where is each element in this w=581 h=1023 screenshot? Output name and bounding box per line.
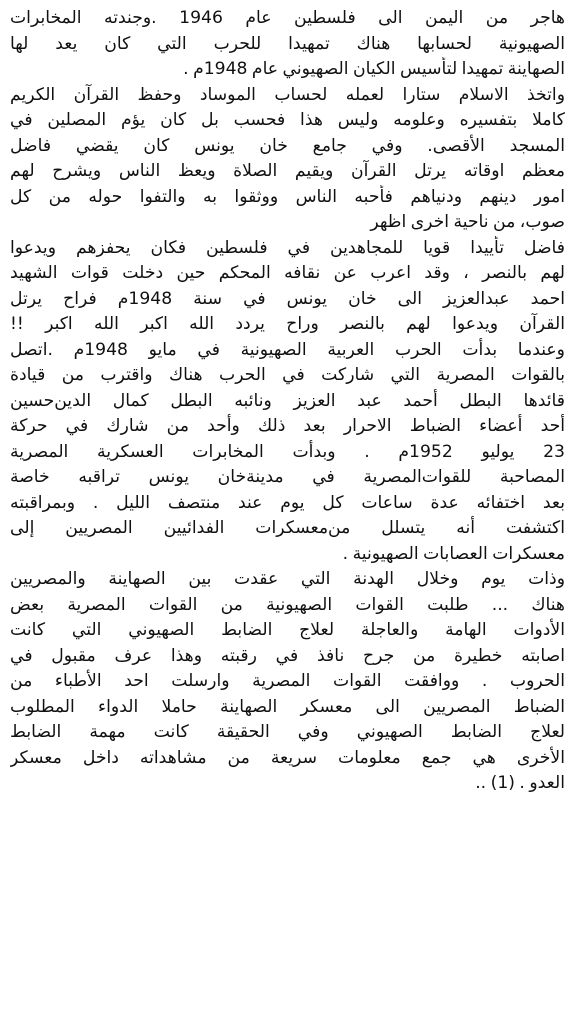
text-line: فاضل تأييدا قويا للمجاهدين في فلسطين فكان يحفزهم ويدعوا bbox=[10, 237, 565, 258]
text-line: وذات يوم وخلال الهدنة التي عقدت بين الصهاينة والمصريين bbox=[10, 569, 565, 589]
text-line: بالقوات المصرية التي شاركت في الحرب هناك واقترب من قيادة bbox=[10, 365, 565, 385]
text-line: كاملا بتفسيره وعلومه وليس هذا فحسب بل كان يؤم المصلين في bbox=[10, 110, 565, 130]
text-line: المصاحبة للقوات‌المصرية في مدينةخان يونس تراقبه خاصة bbox=[10, 467, 565, 487]
text-line: الصهيونية لحسابها هناك تمهيدا للحرب التي كان يعد لها bbox=[10, 33, 565, 54]
text-line: بعد اختفائه عدة ساعات كل يوم عند منتصف الليل . وبمراقبته bbox=[10, 492, 565, 513]
text-line: معظم اوقاته يرتل القرآن ويقيم الصلاة ويعظ الناس ويشرح لهم bbox=[10, 161, 565, 181]
text-line: العدو . (1) .. bbox=[475, 773, 565, 793]
text-line: اصابته خطيرة من جرح نافذ في رقبته وهذا عرف مقبول في bbox=[10, 645, 565, 666]
text-line: احمد عبدالعزيز الى خان يونس في سنة 1948م فراح يرتل bbox=[10, 288, 565, 309]
text-line: الأخرى هي جمع معلومات سريعة من مشاهداته داخل معسكر bbox=[10, 747, 565, 768]
text-line: معسكرات العصابات الصهيونية . bbox=[342, 543, 565, 564]
text-line: القرآن ويدعوا لهم بالنصر وراح يردد الله اكبر الله اكبر !! bbox=[10, 314, 565, 334]
text-line: لهم بالنصر ، وقد اعرب عن نقافه المحكم حين دخلت قوات الشهيد bbox=[10, 263, 565, 283]
text-line: أحد أعضاء الضباط الاحرار بعد ذلك وأحد من شارك في حركة bbox=[10, 416, 565, 436]
text-line: لعلاج الضابط الصهيوني وفي الحقيقة كانت مهمة الضابط bbox=[10, 722, 565, 742]
text-line: الأدوات الهامة والعاجلة لعلاج الضابط الصهيوني التي كانت bbox=[10, 620, 565, 640]
text-line: صوب، من ناحية اخرى اظهر bbox=[370, 212, 565, 232]
text-line: 23 يوليو 1952م . وبدأت المخابرات العسكرية المصرية bbox=[10, 441, 565, 462]
text-line: هاجر من اليمن الى فلسطين عام 1946 .وجندته المخابرات bbox=[10, 8, 565, 28]
text-line: الصهاينة تمهيدا لتأسيس الكيان الصهيوني عام 1948م . bbox=[183, 59, 565, 79]
text-line: هناك ... طلبت القوات الصهيونية من القوات المصرية بعض bbox=[10, 594, 565, 615]
text-line: وعندما بدأت الحرب العربية الصهيونية في مايو 1948م .اتصل bbox=[10, 339, 565, 360]
text-line: الحروب . ووافقت القوات المصرية وارسلت احد الأطباء من bbox=[10, 671, 565, 691]
text-line: واتخذ الاسلام ستارا لعمله لحساب الموساد وحفظ القرآن الكريم bbox=[10, 84, 565, 105]
text-line: قائدها البطل أحمد عبد العزيز ونائبه البطل كمال الدين‌حسين bbox=[10, 390, 565, 411]
text-line: المسجد الأقصى. وفي جامع خان يونس كان يقضي فاضل bbox=[10, 135, 565, 156]
text-line: اكتشفت أنه يتسلل من‌معسكرات الفدائيين المصريين إلى bbox=[10, 518, 565, 538]
text-line: امور دينهم ودنياهم فأحبه الناس ووثقوا به والتفوا حوله من كل bbox=[10, 186, 565, 207]
text-line: الضباط المصريين الى معسكر الصهاينة حاملا الدواء المطلوب bbox=[10, 696, 565, 717]
